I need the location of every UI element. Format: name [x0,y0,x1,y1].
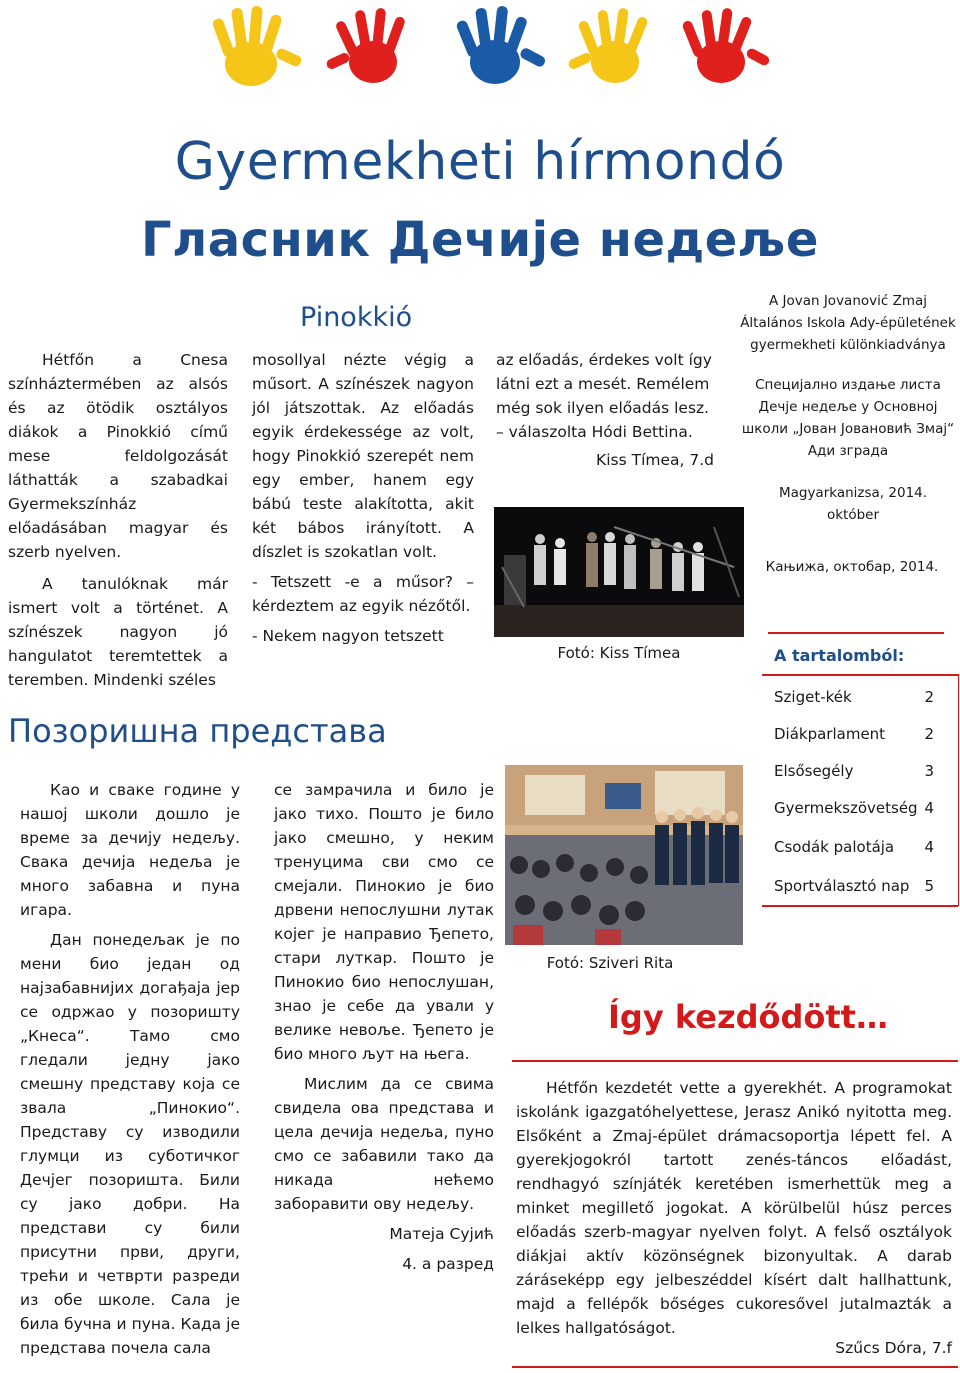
toc-item-page: 3 [924,762,934,780]
toc-item-label: Gyermekszövetség [774,799,918,817]
author: Kiss Tímea, 7.d [596,451,714,469]
pinokkio-column-3 [496,348,718,472]
date-hungarian: Magyarkanizsa, 2014. október [778,485,928,523]
toc-item-label: Diákparlament [774,725,886,743]
stage-photo [494,507,744,637]
paragraph: mosollyal nézte végig a műsort. A színészek nagyon jól játszottak. Az előadás egyik érdekessége az volt, hogy Pinokkió szerepét nem egy ember, hanem egy bábú teste alakította, akit két bábos irányított. A díszlet is szokatlan volt. [252,351,474,561]
divider [512,1060,958,1062]
author-class: 4. а разред [402,1255,494,1273]
pinokkio-column-1 [8,348,228,692]
yellow-hand-icon [560,4,670,98]
divider [762,674,958,676]
photo-caption: Fotó: Kiss Tímea [557,644,681,662]
toc-item-page: 4 [924,799,934,817]
pinokkio-column-2 [252,348,474,648]
paragraph: az előadás, érdekes volt így látni ezt a mesét. Remélem még sok ilyen előadás lesz. – válaszolta Hódi Bettina. [496,351,712,441]
toc-item-page: 2 [924,688,934,706]
paragraph: Hétfőn a Cnesa színháztermében az alsós és az ötödik osztályos diákok a Pinokkió című mese feldolgozását láthatták a szabadkai Gyermekszínház előadásában magyar és szerb nyelven. [8,351,228,561]
photo-caption: Fotó: Sziveri Rita [546,954,674,972]
red-hand-icon [318,4,428,98]
toc-item[interactable] [774,838,934,856]
section-heading-kezdodott: Így kezdődött… [608,998,888,1036]
author: Szűcs Dóra, 7.f [835,1339,952,1357]
paragraph: - Tetszett -e a műsor? – kérdeztem az egyik nézőtől. [252,573,474,615]
author: Матеја Сујић [389,1225,494,1243]
kezdodott-article [516,1076,952,1340]
audience-photo [505,765,743,945]
blue-hand-icon [440,4,550,98]
toc-item-page: 5 [924,877,934,895]
toc-item[interactable] [774,877,934,895]
toc-item[interactable] [774,799,934,817]
pozoriste-column-1 [20,778,240,1360]
toc-item[interactable] [774,688,934,706]
toc-item-label: Csodák palotája [774,838,895,856]
toc-item-label: Elsősegély [774,762,854,780]
red-hand-icon [666,4,776,98]
section-heading-pozoriste: Позоришна представа [8,712,387,750]
yellow-hand-icon [196,4,306,98]
toc-item-page: 2 [924,725,934,743]
school-info-serbian: Специјално издање листа Дечје недеље у Основној школи „Јован Јовановић Змај“ Ади зграда [741,377,955,459]
paragraph: Hétfőn kezdetét vette a gyerekhét. A programokat iskolánk igazgatóhelyettese, Jerasz Anikó nyitotta meg. Elsőként a Zmaj-épület drámacsoportja lépett fel. A gyerekjogokról tartott zenés-táncos előadást, rendhagyó színjáték keretében ismerhettük meg a minket megillető jogokat. A körülbelül húsz perces előadás szerb-magyar nyelven folyt. A felső osztályok diákjai aktív közönségnek bizonyultak. A darab záráseképp egy jelbeszéddel kísért dalt hallhattunk, majd a fellépők bőséges cukoresővel jutalmazták a lelkes hallgatóságot. [516,1079,952,1337]
pozoriste-column-2 [274,778,494,1276]
toc-title: A tartalomból: [774,646,905,665]
paragraph: Дан понедељак је по мени био један од најзабавнијих догађаја јер се одржао у позоришту „Кнеса“. Тамо смо гледали једну јако смешну представу која се звала „Пинокио“. Представу су изводили глумци из суботичког Дечјег позоришта. Били су јако добри. На представи су били присутни први, други, трећи и четврти разреди из обе школе. Сала је била бучна и пуна. Када је представа почела сала [20,931,240,1357]
paragraph: се замрачила и било је јако тихо. Пошто је било јако смешно, у неким тренуцима сви смо се смејали. Пинокио је био дрвени непослушни лутак којег је направио Ђепето, стари луткар. Пошто је Пинокио био непослушан, знао је себе да ували у велике невоље. Ђепето је био много љут на њега. [274,781,494,1063]
divider [762,905,958,907]
toc-item-page: 4 [924,838,934,856]
divider [512,1366,958,1368]
toc-item[interactable] [774,762,934,780]
newsletter-title-serbian: Гласник Дечије недеље [141,212,819,268]
paragraph: A tanulóknak már ismert volt a történet. A színészek nagyon jó hangulatot teremtettek a teremben. Mindenki széles [8,575,228,689]
paragraph: Као и сваке године у нашој школи дошло је време за дечију недељу. Свака дечија недеља је много забавна и пуна игара. [20,781,240,919]
section-heading-pinokkio: Pinokkió [300,302,413,333]
toc-item-label: Sziget-kék [774,688,852,706]
paragraph: Мислим да се свима свидела ова представа и цела дечија недеља, пуно смо се забавили тако да никада нећемо заборавити ову недељу. [274,1075,494,1213]
divider [768,632,944,634]
date-serbian: Кањижа, октобар, 2014. [765,559,939,575]
toc-item[interactable] [774,725,934,743]
paragraph: - Nekem nagyon tetszett [252,627,444,645]
sidebar-border [958,674,959,906]
newsletter-title: Gyermekheti hírmondó [174,132,786,192]
toc-item-label: Sportválasztó nap [774,877,910,895]
school-info-hungarian: A Jovan Jovanović Zmaj Általános Iskola Ady-épületének gyermekheti különkiadványa [740,293,956,353]
